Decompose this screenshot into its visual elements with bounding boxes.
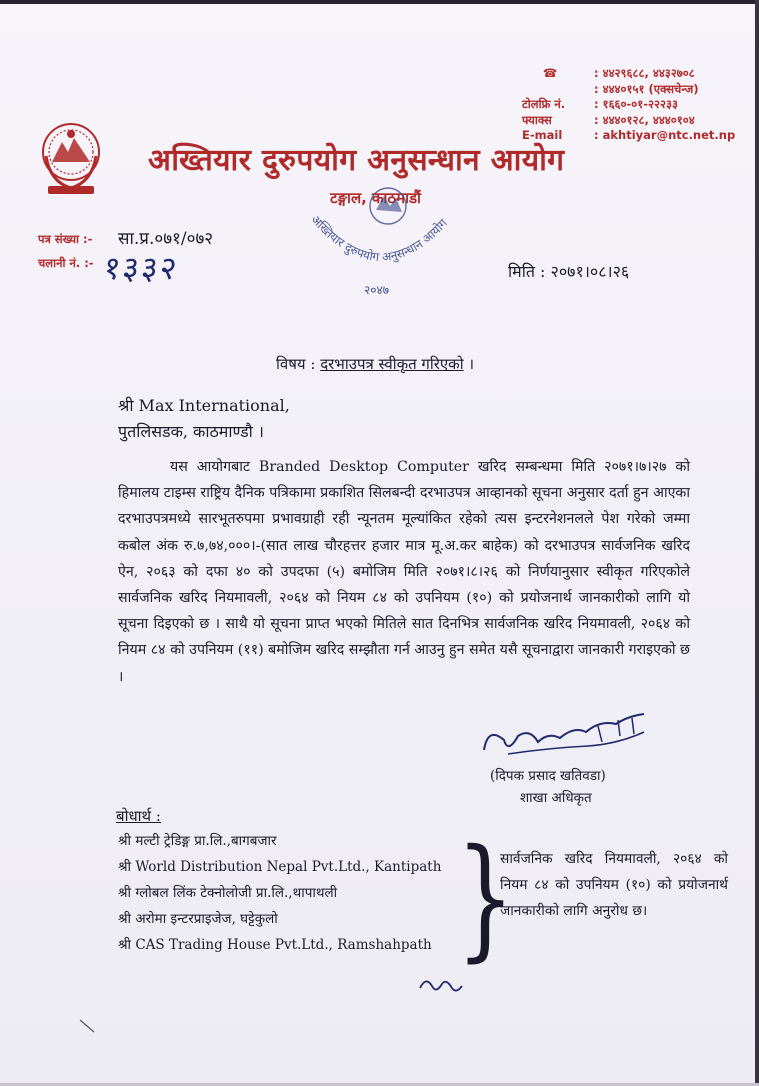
email-value: : akhtiyar@ntc.net.np bbox=[594, 128, 736, 142]
addressee-address: पुतलिसडक, काठमाण्डौ । bbox=[118, 422, 264, 441]
tollfree-value: : १६६०-०१-२२२३३ bbox=[594, 97, 678, 111]
phone-row bbox=[522, 66, 754, 82]
patra-sankhya-value: सा.प्र.०७१/०७२ bbox=[118, 229, 214, 249]
patra-sankhya-label: पत्र संख्या :- bbox=[38, 232, 93, 246]
subject-end: । bbox=[463, 355, 475, 373]
handwritten-initials bbox=[416, 970, 466, 1000]
cc-item: श्री मल्टी ट्रेडिङ्ग प्रा.लि.,बागबजार bbox=[118, 833, 277, 849]
cc-item: श्री World Distribution Nepal Pvt.Ltd., Kantipath bbox=[118, 859, 442, 875]
cc-title: बोधार्थ : bbox=[116, 807, 161, 825]
contact-block bbox=[522, 66, 754, 144]
phone-values: : ४४२९६८८, ४४३२७०८ bbox=[594, 66, 695, 80]
fax-row bbox=[522, 113, 754, 129]
stamp-year: २०४७ bbox=[364, 283, 389, 297]
scan-edge-right bbox=[755, 0, 759, 1086]
subject-text: दरभाउपत्र स्वीकृत गरिएको bbox=[320, 355, 464, 373]
phone-row-2 bbox=[522, 82, 754, 98]
cc-item: श्री CAS Trading House Pvt.Ltd., Ramshahpath bbox=[118, 937, 432, 953]
svg-text:अख्तियार दुरुपयोग अनुसन्धान आय bbox=[308, 212, 450, 264]
scan-edge-top bbox=[0, 0, 759, 4]
cc-item: श्री ग्लोबल लिंक टेक्नोलोजी प्रा.लि.,थापाथली bbox=[118, 885, 338, 901]
tollfree-row bbox=[522, 97, 754, 113]
office-stamp bbox=[292, 180, 470, 300]
pen-mark bbox=[78, 1018, 96, 1034]
nepal-emblem-icon bbox=[40, 112, 102, 200]
cc-item: श्री अरोमा इन्टरप्राइजेज, घट्टेकुलो bbox=[118, 911, 278, 927]
subject-line bbox=[276, 354, 474, 374]
phone-values-2: : ४४४०१५१ (एक्सचेन्ज) bbox=[594, 81, 699, 96]
fax-label: फ्याक्स bbox=[522, 112, 552, 127]
curly-brace-icon: } bbox=[456, 821, 515, 975]
organization-name: अख्तियार दुरुपयोग अनुसन्धान आयोग bbox=[148, 143, 565, 178]
signatory-title: शाखा अधिकृत bbox=[520, 790, 592, 806]
organization-place: टङ्गाल, काठमाडौं bbox=[330, 189, 421, 207]
stamp-arc-text: अख्तियार दुरुपयोग अनुसन्धान आयोग bbox=[308, 212, 451, 265]
subject-label: विषय : bbox=[276, 355, 316, 373]
cc-note: सार्वजनिक खरिद नियमावली, २०६४ को नियम ८४ को उपनियम (१०) को प्रयोजनार्थ जानकारीको लागि अनुरोध छ। bbox=[500, 851, 728, 919]
addressee-name: श्री Max International, bbox=[118, 396, 290, 415]
tollfree-label: टोलफ्रि नं. bbox=[522, 97, 566, 111]
letter-body: यस आयोगबाट Branded Desktop Computer खरिद सम्बन्धमा मिति २०७१।७।२७ को हिमालय टाइम्स राष्ट्रिय दैनिक पत्रिकामा प्रकाशित सिलबन्दी दरभाउपत्र आव्हानको सूचना अनुसार दर्ता हुन आएका दरभाउपत्रमध्ये सारभूतरुपमा प्रभावग्राही रही न्यूनतम मूल्यांकित रहेको त्यस इन्टरनेशनलले पेश गरेको जम्मा कबोल अंक रु.७,७४,०००।-(सात लाख चौरहत्तर हजार मात्र मू.अ.कर बाहेक) को दरभाउपत्र सार्वजनिक खरिद ऐन, २०६३ को दफा ४० को उपदफा (५) बमोजिम मिति २०७१।८।२६ को निर्णयानुसार स्वीकृत गरिएकोले सार्वजनिक खरिद नियमावली, २०६४ को नियम ८४ को उपनियम (१०) को प्रयोजनार्थ जानकारीको लागि यो सूचना दिइएको छ । साथै यो सूचना प्राप्त भएको मितिले सात दिनभित्र सार्वजनिक खरिद नियमावली, २०६४ को नियम ८४ को उपनियम (११) बमोजिम खरिद सम्झौता गर्न आउनु हुन समेत यसै सूचनाद्वारा जानकारी गराइएको छ । bbox=[118, 459, 690, 685]
letter-date: मिति : २०७१।०८।२६ bbox=[508, 262, 630, 281]
email-label: E-mail bbox=[522, 128, 563, 142]
cc-list bbox=[118, 828, 441, 958]
signatory-name: (दिपक प्रसाद खतिवडा) bbox=[490, 768, 606, 784]
fax-value: : ४४४०१२८, ४४४०१०४ bbox=[594, 112, 695, 127]
chalani-number-handwritten: १३३२ bbox=[101, 249, 181, 287]
telephone-icon: ☎ bbox=[542, 66, 558, 80]
chalani-label: चलानी नं. :- bbox=[38, 256, 94, 270]
handwritten-signature bbox=[478, 706, 652, 768]
